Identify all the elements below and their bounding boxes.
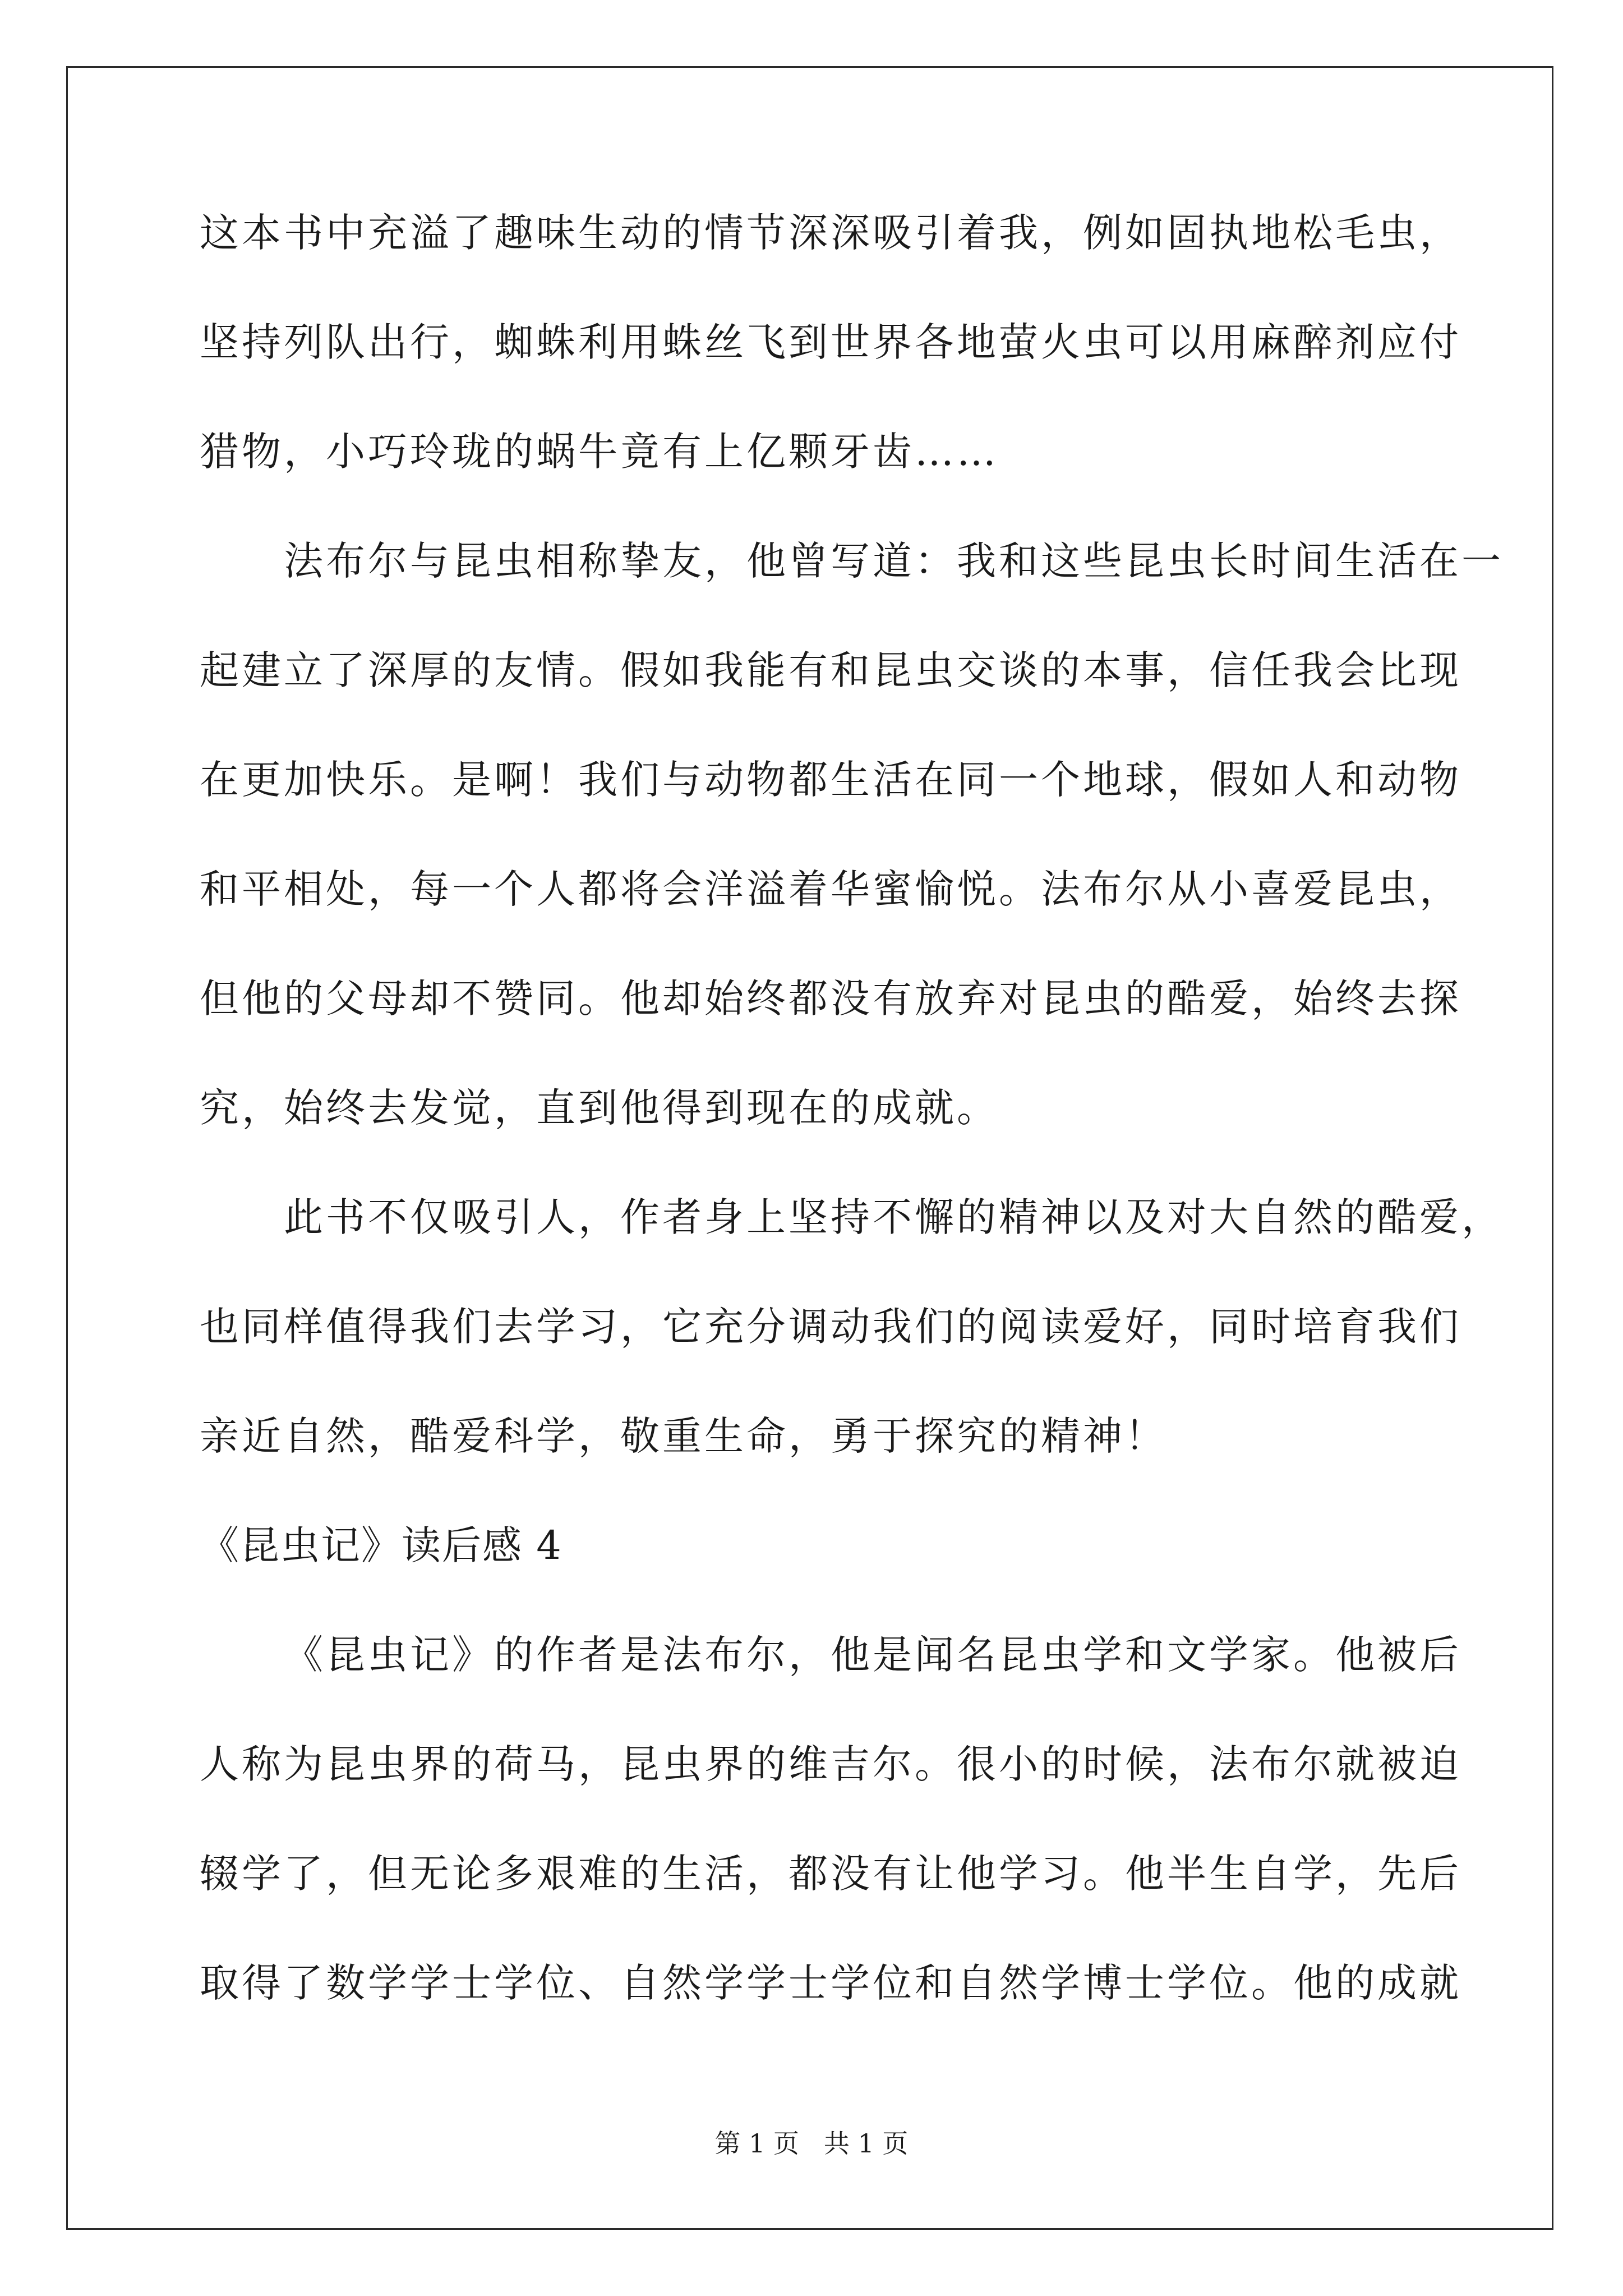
paragraph-start-line: 此书不仅吸引人，作者身上坚持不懈的精神以及对大自然的酷爱， (284, 1194, 1504, 1240)
text-line: 辍学了，但无论多艰难的生活，都没有让他学习。他半生自学，先后 (200, 1851, 1461, 1897)
document-body (200, 210, 1504, 2073)
section-heading: 《昆虫记》读后感 4 (200, 1522, 562, 1568)
text-line: 在更加快乐。是啊！我们与动物都生活在同一个地球，假如人和动物 (200, 757, 1461, 803)
text-line: 起建立了深厚的友情。假如我能有和昆虫交谈的本事，信任我会比现 (200, 647, 1461, 693)
paragraph-start-line: 法布尔与昆虫相称挚友，他曾写道：我和这些昆虫长时间生活在一 (284, 538, 1504, 584)
text-line: 也同样值得我们去学习，它充分调动我们的阅读爱好，同时培育我们 (200, 1304, 1461, 1350)
text-line: 和平相处，每一个人都将会洋溢着华蜜愉悦。法布尔从小喜爱昆虫， (200, 866, 1461, 912)
text-line: 但他的父母却不赞同。他却始终都没有放弃对昆虫的酷爱，始终去探 (200, 976, 1461, 1022)
text-line: 猎物，小巧玲珑的蜗牛竟有上亿颗牙齿…… (200, 429, 999, 475)
paragraph-start-line: 《昆虫记》的作者是法布尔，他是闻名昆虫学和文学家。他被后 (284, 1632, 1461, 1678)
text-line: 坚持列队出行，蜘蛛利用蛛丝飞到世界各地萤火虫可以用麻醉剂应付 (200, 319, 1461, 365)
text-line: 取得了数学学士学位、自然学学士学位和自然学博士学位。他的成就 (200, 1960, 1461, 2006)
text-line: 人称为昆虫界的荷马，昆虫界的维吉尔。很小的时候，法布尔就被迫 (200, 1741, 1461, 1787)
text-line: 这本书中充溢了趣味生动的情节深深吸引着我，例如固执地松毛虫， (200, 210, 1461, 256)
text-line: 亲近自然，酷爱科学，敬重生命，勇于探究的精神！ (200, 1413, 1167, 1459)
text-line: 究，始终去发觉，直到他得到现在的成就。 (200, 1085, 999, 1131)
page-footer: 第 1 页 共 1 页 (714, 2128, 909, 2159)
